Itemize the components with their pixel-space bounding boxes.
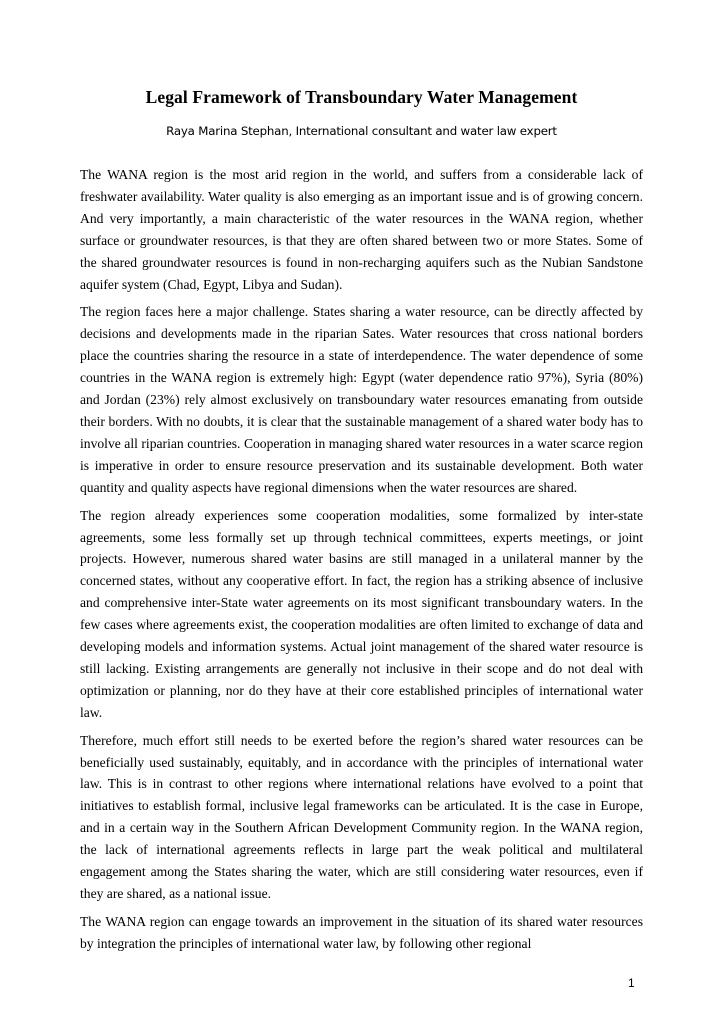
page-number: 1 (628, 976, 635, 990)
document-body (80, 164, 643, 955)
paragraph: The region faces here a major challenge. States sharing a water resource, can be directly affected by decisions and developments made in the riparian Sates. Water resources that cross national borders place the countries sharing the resource in a state of interdependence. The water dependence of some countries in the WANA region is extremely high: Egypt (water dependence ratio 97%), Syria (80%) and Jordan (23%) rely almost exclusively on transboundary water resources emanating from outside their borders. With no doubts, it is clear that the sustainable management of a shared water body has to involve all riparian countries. Cooperation in managing shared water resources in a water scarce region is imperative in order to ensure resource preservation and its sustainable development. Both water quantity and quality aspects have regional dimensions when the water resources are shared. (80, 304, 643, 495)
paragraph: The region already experiences some cooperation modalities, some formalized by inter-state agreements, some less formally set up through technical committees, experts meetings, or joint projects. However, numerous shared water basins are still managed in a unilateral manner by the concerned states, without any cooperative effort. In fact, the region has a striking absence of inclusive and comprehensive inter-State water agreements on its most significant transboundary waters. In the few cases where agreements exist, the cooperation modalities are often limited to exchange of data and developing models and information systems. Actual joint management of the shared water resource is still lacking. Existing arrangements are generally not inclusive in their scope and do not deal with optimization or planning, nor do they have at their core established principles of international water law. (80, 507, 643, 720)
paragraph: The WANA region can engage towards an improvement in the situation of its shared water resources by integration the principles of international water law, by following other regional (80, 913, 643, 951)
document-page (80, 86, 643, 961)
paragraph: Therefore, much effort still needs to be exerted before the region’s shared water resources can be beneficially used sustainably, equitably, and in accordance with the principles of international water law. This is in contrast to other regions where international relations have evolved to a point that initiatives to establish formal, inclusive legal frameworks can be articulated. It is the case in Europe, and in a certain way in the Southern African Development Community region. In the WANA region, the lack of international agreements reflects in large part the weak political and multilateral engagement among the States sharing the water, which are still considering water resources, even if they are shared, as a national issue. (80, 732, 643, 901)
paragraph: The WANA region is the most arid region in the world, and suffers from a considerable lack of freshwater availability. Water quality is also emerging as an important issue and is of growing concern. And very importantly, a main characteristic of the water resources in the WANA region, whether surface or groundwater resources, is that they are often shared between two or more States. Some of the shared groundwater resources is found in non-recharging aquifers such as the Nubian Sandstone aquifer system (Chad, Egypt, Libya and Sudan). (80, 167, 643, 292)
document-title: Legal Framework of Transboundary Water Management (145, 87, 578, 107)
author-line: Raya Marina Stephan, International consultant and water law expert (166, 124, 557, 138)
